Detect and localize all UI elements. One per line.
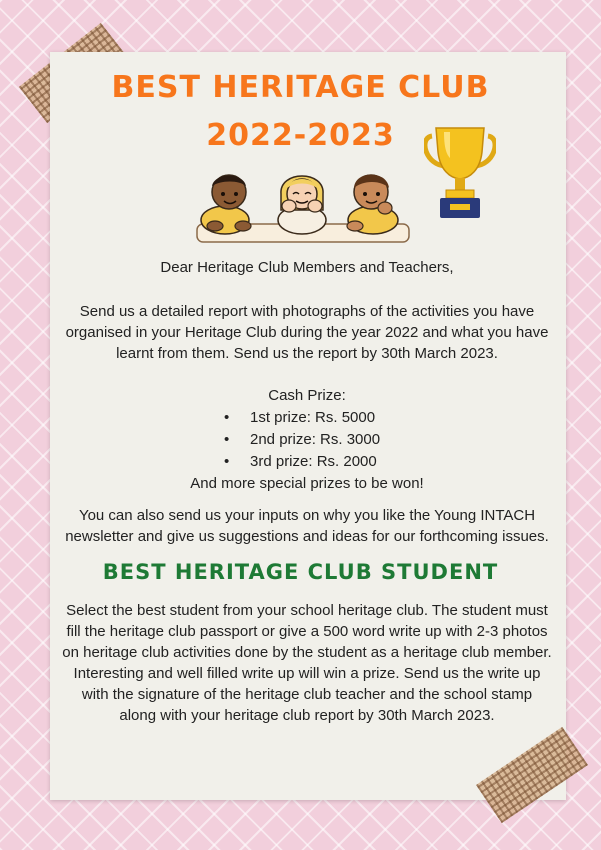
more-prizes-note: And more special prizes to be won! <box>190 475 424 492</box>
bullet: • <box>224 453 230 470</box>
prize-text: 3rd prize: Rs. 2000 <box>250 453 377 470</box>
bullet: • <box>224 431 230 448</box>
prize-list <box>0 407 601 473</box>
cash-prize-heading: Cash Prize: <box>268 387 346 404</box>
newsletter-paragraph: You can also send us your inputs on why you like the Young INTACH newsletter and give us suggestions and ideas for our forthcoming issues. <box>65 507 549 545</box>
trophy-icon <box>424 122 496 222</box>
greeting: Dear Heritage Club Members and Teachers, <box>160 259 454 276</box>
bullet: • <box>224 409 230 426</box>
list-item <box>0 407 601 429</box>
student-paragraph: Select the best student from your school heritage club. The student must fill the heritage club passport or give a 500 word write up with 2-3 photos on heritage club activities done by the student as a heritage club member. Interesting and well filled write up will win a prize. Send us the write up with the signature of the heritage club teacher and the school stamp along with your heritage club report by 30th March 2023. <box>62 602 552 724</box>
intro-paragraph: Send us a detailed report with photographs of the activities you have organised in your Heritage Club during the year 2022 and what you have learnt from them. Send us the report by 30th March 2023. <box>65 303 549 362</box>
prize-text: 1st prize: Rs. 5000 <box>250 409 376 426</box>
page-title-year: 2022-2023 <box>206 118 395 153</box>
prize-text: 2nd prize: Rs. 3000 <box>250 431 381 448</box>
list-item <box>0 451 601 473</box>
children-illustration <box>195 168 410 246</box>
section-heading: BEST HERITAGE CLUB STUDENT <box>102 560 499 584</box>
list-item <box>0 429 601 451</box>
page-title: BEST HERITAGE CLUB <box>111 70 490 105</box>
